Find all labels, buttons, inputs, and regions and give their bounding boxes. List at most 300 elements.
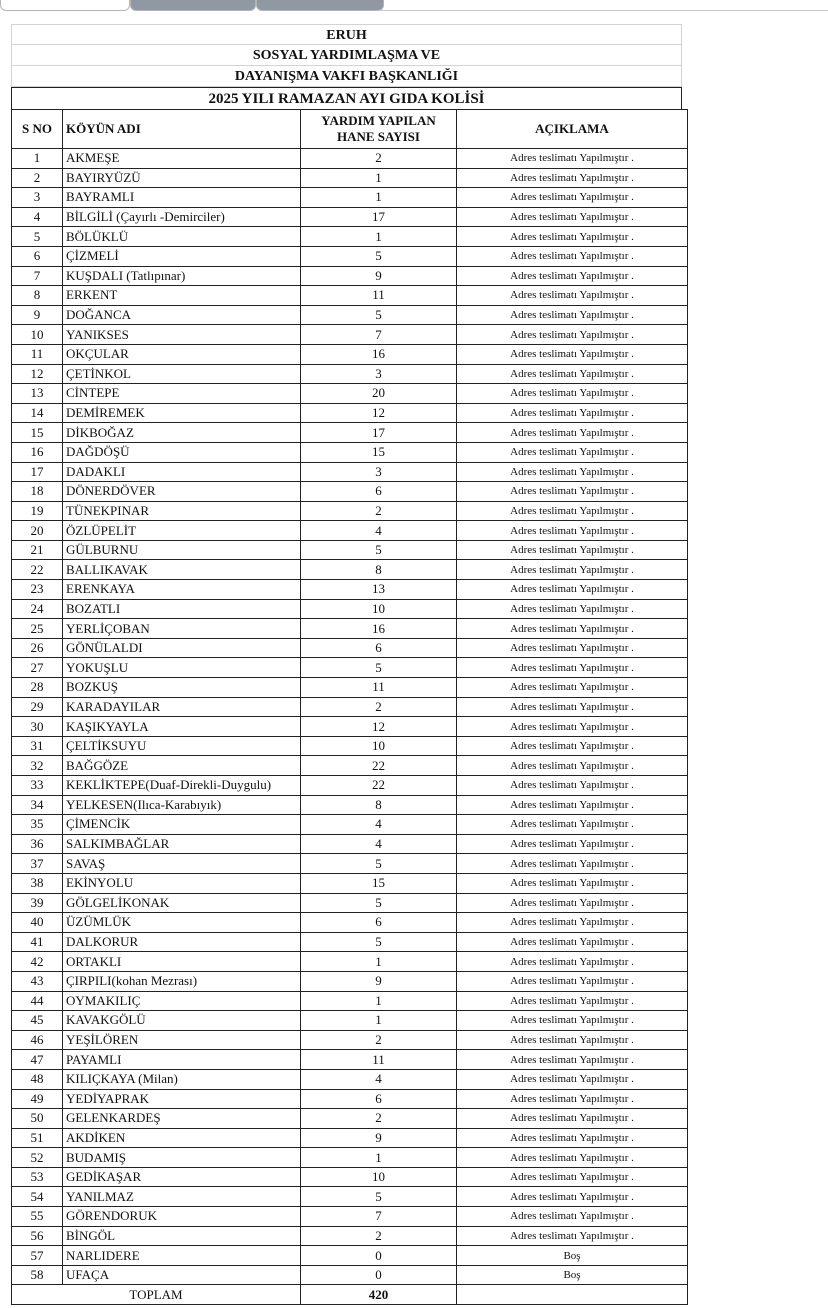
description: Adres teslimatı Yapılmıştır . xyxy=(457,815,688,835)
table-row xyxy=(12,1109,688,1129)
household-count: 5 xyxy=(301,540,457,560)
household-count: 5 xyxy=(301,246,457,266)
description: Adres teslimatı Yapılmıştır . xyxy=(457,834,688,854)
household-count: 11 xyxy=(301,678,457,698)
row-number: 5 xyxy=(12,227,63,247)
village-name: YANILMAZ xyxy=(63,1187,301,1207)
table-row xyxy=(12,1030,688,1050)
village-name: BİNGÖL xyxy=(63,1226,301,1246)
table-row xyxy=(12,1089,688,1109)
row-number: 11 xyxy=(12,344,63,364)
household-count: 5 xyxy=(301,932,457,952)
row-number: 14 xyxy=(12,403,63,423)
table-row xyxy=(12,854,688,874)
description: Adres teslimatı Yapılmıştır . xyxy=(457,305,688,325)
village-name: BUDAMIŞ xyxy=(63,1148,301,1168)
top-tab-strip xyxy=(0,0,828,14)
household-count: 5 xyxy=(301,305,457,325)
village-name: YELKESEN(Ilıca-Karabıyık) xyxy=(63,795,301,815)
table-row xyxy=(12,658,688,678)
village-name: BALLIKAVAK xyxy=(63,560,301,580)
table-row xyxy=(12,344,688,364)
description: Adres teslimatı Yapılmıştır . xyxy=(457,658,688,678)
table-row xyxy=(12,952,688,972)
description: Adres teslimatı Yapılmıştır . xyxy=(457,325,688,345)
column-header-household-count xyxy=(301,110,457,149)
village-name: GEDİKAŞAR xyxy=(63,1167,301,1187)
table-row xyxy=(12,501,688,521)
table-row xyxy=(12,1050,688,1070)
description: Boş xyxy=(457,1265,688,1285)
description: Adres teslimatı Yapılmıştır . xyxy=(457,482,688,502)
table-row xyxy=(12,991,688,1011)
row-number: 4 xyxy=(12,207,63,227)
description: Adres teslimatı Yapılmıştır . xyxy=(457,1030,688,1050)
table-row xyxy=(12,482,688,502)
table-row xyxy=(12,717,688,737)
description: Adres teslimatı Yapılmıştır . xyxy=(457,952,688,972)
household-count: 17 xyxy=(301,423,457,443)
table-row xyxy=(12,736,688,756)
document-title: 2025 YILI RAMAZAN AYI GIDA KOLİSİ xyxy=(11,87,682,109)
row-number: 17 xyxy=(12,462,63,482)
row-number: 29 xyxy=(12,697,63,717)
village-name: GELENKARDEŞ xyxy=(63,1109,301,1129)
table-row xyxy=(12,1226,688,1246)
household-count: 9 xyxy=(301,971,457,991)
table-row xyxy=(12,1128,688,1148)
row-number: 22 xyxy=(12,560,63,580)
household-count: 1 xyxy=(301,1011,457,1031)
household-count: 3 xyxy=(301,462,457,482)
village-name: KARADAYILAR xyxy=(63,697,301,717)
description: Adres teslimatı Yapılmıştır . xyxy=(457,756,688,776)
table-row xyxy=(12,246,688,266)
village-name: YERLİÇOBAN xyxy=(63,619,301,639)
household-count: 5 xyxy=(301,893,457,913)
table-row xyxy=(12,423,688,443)
table-row xyxy=(12,776,688,796)
household-count: 6 xyxy=(301,638,457,658)
village-name: KAVAKGÖLÜ xyxy=(63,1011,301,1031)
village-name: ERENKAYA xyxy=(63,580,301,600)
tab-2[interactable] xyxy=(130,0,256,11)
row-number: 44 xyxy=(12,991,63,1011)
column-header-no: S NO xyxy=(12,110,63,149)
description: Adres teslimatı Yapılmıştır . xyxy=(457,286,688,306)
row-number: 43 xyxy=(12,971,63,991)
village-name: EKİNYOLU xyxy=(63,873,301,893)
table-row xyxy=(12,188,688,208)
village-name: ÇELTİKSUYU xyxy=(63,736,301,756)
row-number: 40 xyxy=(12,913,63,933)
household-count: 11 xyxy=(301,1050,457,1070)
description: Adres teslimatı Yapılmıştır . xyxy=(457,149,688,169)
table-row xyxy=(12,442,688,462)
village-name: OYMAKILIÇ xyxy=(63,991,301,1011)
table-row xyxy=(12,1069,688,1089)
description: Adres teslimatı Yapılmıştır . xyxy=(457,776,688,796)
household-count: 1 xyxy=(301,188,457,208)
description: Adres teslimatı Yapılmıştır . xyxy=(457,599,688,619)
household-count: 5 xyxy=(301,1187,457,1207)
village-name: DOĞANCA xyxy=(63,305,301,325)
table-row xyxy=(12,325,688,345)
table-row xyxy=(12,580,688,600)
row-number: 10 xyxy=(12,325,63,345)
row-number: 56 xyxy=(12,1226,63,1246)
description: Adres teslimatı Yapılmıştır . xyxy=(457,991,688,1011)
village-name: CİNTEPE xyxy=(63,384,301,404)
household-count: 8 xyxy=(301,795,457,815)
village-name: YOKUŞLU xyxy=(63,658,301,678)
table-row xyxy=(12,560,688,580)
row-number: 19 xyxy=(12,501,63,521)
village-name: SAVAŞ xyxy=(63,854,301,874)
row-number: 54 xyxy=(12,1187,63,1207)
household-count: 1 xyxy=(301,168,457,188)
row-number: 55 xyxy=(12,1207,63,1227)
description: Adres teslimatı Yapılmıştır . xyxy=(457,854,688,874)
row-number: 31 xyxy=(12,736,63,756)
household-count: 20 xyxy=(301,384,457,404)
village-name: DİKBOĞAZ xyxy=(63,423,301,443)
row-number: 3 xyxy=(12,188,63,208)
row-number: 8 xyxy=(12,286,63,306)
household-count: 16 xyxy=(301,619,457,639)
household-count: 2 xyxy=(301,697,457,717)
village-name: GÖLGELİKONAK xyxy=(63,893,301,913)
household-count: 22 xyxy=(301,776,457,796)
description: Adres teslimatı Yapılmıştır . xyxy=(457,1011,688,1031)
row-number: 42 xyxy=(12,952,63,972)
row-number: 6 xyxy=(12,246,63,266)
header-title-line-3: DAYANIŞMA VAKFI BAŞKANLIĞI xyxy=(11,66,682,87)
description: Boş xyxy=(457,1246,688,1266)
row-number: 47 xyxy=(12,1050,63,1070)
table-row xyxy=(12,1011,688,1031)
table-row xyxy=(12,266,688,286)
row-number: 49 xyxy=(12,1089,63,1109)
row-number: 20 xyxy=(12,521,63,541)
description: Adres teslimatı Yapılmıştır . xyxy=(457,1069,688,1089)
table-row xyxy=(12,286,688,306)
village-name: DEMİREMEK xyxy=(63,403,301,423)
table-row xyxy=(12,403,688,423)
row-number: 28 xyxy=(12,678,63,698)
description: Adres teslimatı Yapılmıştır . xyxy=(457,913,688,933)
tab-1[interactable] xyxy=(0,0,130,11)
row-number: 23 xyxy=(12,580,63,600)
description: Adres teslimatı Yapılmıştır . xyxy=(457,638,688,658)
column-header-village: KÖYÜN ADI xyxy=(63,110,301,149)
row-number: 21 xyxy=(12,540,63,560)
row-number: 1 xyxy=(12,149,63,169)
household-count: 11 xyxy=(301,286,457,306)
description: Adres teslimatı Yapılmıştır . xyxy=(457,540,688,560)
village-name: YANIKSES xyxy=(63,325,301,345)
description: Adres teslimatı Yapılmıştır . xyxy=(457,560,688,580)
row-number: 35 xyxy=(12,815,63,835)
household-count: 6 xyxy=(301,482,457,502)
description: Adres teslimatı Yapılmıştır . xyxy=(457,971,688,991)
row-number: 36 xyxy=(12,834,63,854)
total-value: 420 xyxy=(301,1285,457,1305)
village-name: GÖRENDORUK xyxy=(63,1207,301,1227)
household-count: 6 xyxy=(301,913,457,933)
table-row xyxy=(12,638,688,658)
row-number: 25 xyxy=(12,619,63,639)
row-number: 51 xyxy=(12,1128,63,1148)
household-count: 1 xyxy=(301,952,457,972)
table-row xyxy=(12,227,688,247)
village-name: GÜLBURNU xyxy=(63,540,301,560)
description: Adres teslimatı Yapılmıştır . xyxy=(457,188,688,208)
household-count: 0 xyxy=(301,1246,457,1266)
household-count: 1 xyxy=(301,991,457,1011)
household-count: 9 xyxy=(301,266,457,286)
household-count: 7 xyxy=(301,1207,457,1227)
village-name: KUŞDALI (Tatlıpınar) xyxy=(63,266,301,286)
village-name: DAĞDÖŞÜ xyxy=(63,442,301,462)
table-row xyxy=(12,599,688,619)
village-name: ÇİMENCİK xyxy=(63,815,301,835)
table-row xyxy=(12,462,688,482)
village-name: BÖLÜKLÜ xyxy=(63,227,301,247)
row-number: 2 xyxy=(12,168,63,188)
description: Adres teslimatı Yapılmıştır . xyxy=(457,932,688,952)
description: Adres teslimatı Yapılmıştır . xyxy=(457,364,688,384)
row-number: 52 xyxy=(12,1148,63,1168)
table-row xyxy=(12,795,688,815)
description: Adres teslimatı Yapılmıştır . xyxy=(457,1050,688,1070)
distribution-table xyxy=(11,109,688,1305)
row-number: 39 xyxy=(12,893,63,913)
description: Adres teslimatı Yapılmıştır . xyxy=(457,1089,688,1109)
table-row xyxy=(12,971,688,991)
village-name: BOZKUŞ xyxy=(63,678,301,698)
household-count: 8 xyxy=(301,560,457,580)
household-count: 22 xyxy=(301,756,457,776)
household-count: 12 xyxy=(301,403,457,423)
row-number: 57 xyxy=(12,1246,63,1266)
table-row xyxy=(12,1148,688,1168)
village-name: BAYRAMLI xyxy=(63,188,301,208)
table-row xyxy=(12,756,688,776)
village-name: AKMEŞE xyxy=(63,149,301,169)
household-count: 10 xyxy=(301,1167,457,1187)
village-name: YEDİYAPRAK xyxy=(63,1089,301,1109)
village-name: YEŞİLÖREN xyxy=(63,1030,301,1050)
tab-strip-divider xyxy=(380,10,828,11)
household-count: 17 xyxy=(301,207,457,227)
village-name: ÜZÜMLÜK xyxy=(63,913,301,933)
row-number: 15 xyxy=(12,423,63,443)
row-number: 32 xyxy=(12,756,63,776)
row-number: 13 xyxy=(12,384,63,404)
table-row xyxy=(12,834,688,854)
description: Adres teslimatı Yapılmıştır . xyxy=(457,736,688,756)
household-count: 12 xyxy=(301,717,457,737)
household-count: 2 xyxy=(301,501,457,521)
row-number: 45 xyxy=(12,1011,63,1031)
village-name: UFAÇA xyxy=(63,1265,301,1285)
total-row xyxy=(12,1285,688,1305)
village-name: ÖZLÜPELİT xyxy=(63,521,301,541)
village-name: TÜNEKPINAR xyxy=(63,501,301,521)
description: Adres teslimatı Yapılmıştır . xyxy=(457,207,688,227)
tab-3[interactable] xyxy=(256,0,384,11)
table-row xyxy=(12,932,688,952)
row-number: 37 xyxy=(12,854,63,874)
description: Adres teslimatı Yapılmıştır . xyxy=(457,266,688,286)
household-count: 2 xyxy=(301,149,457,169)
description: Adres teslimatı Yapılmıştır . xyxy=(457,873,688,893)
description: Adres teslimatı Yapılmıştır . xyxy=(457,1128,688,1148)
household-count: 4 xyxy=(301,834,457,854)
row-number: 12 xyxy=(12,364,63,384)
household-count: 10 xyxy=(301,599,457,619)
description: Adres teslimatı Yapılmıştır . xyxy=(457,521,688,541)
table-row xyxy=(12,1187,688,1207)
description: Adres teslimatı Yapılmıştır . xyxy=(457,442,688,462)
table-row xyxy=(12,384,688,404)
table-header-row xyxy=(12,110,688,149)
description: Adres teslimatı Yapılmıştır . xyxy=(457,619,688,639)
table-row xyxy=(12,678,688,698)
village-name: OKÇULAR xyxy=(63,344,301,364)
row-number: 9 xyxy=(12,305,63,325)
household-count: 1 xyxy=(301,1148,457,1168)
table-row xyxy=(12,540,688,560)
description: Adres teslimatı Yapılmıştır . xyxy=(457,246,688,266)
village-name: ÇIRPILI(kohan Mezrası) xyxy=(63,971,301,991)
header-title-line-2: SOSYAL YARDIMLAŞMA VE xyxy=(11,45,682,66)
table-row xyxy=(12,873,688,893)
row-number: 34 xyxy=(12,795,63,815)
row-number: 24 xyxy=(12,599,63,619)
table-row xyxy=(12,364,688,384)
description: Adres teslimatı Yapılmıştır . xyxy=(457,1167,688,1187)
row-number: 16 xyxy=(12,442,63,462)
description: Adres teslimatı Yapılmıştır . xyxy=(457,423,688,443)
description: Adres teslimatı Yapılmıştır . xyxy=(457,717,688,737)
description: Adres teslimatı Yapılmıştır . xyxy=(457,1148,688,1168)
village-name: AKDİKEN xyxy=(63,1128,301,1148)
village-name: DADAKLI xyxy=(63,462,301,482)
village-name: DÖNERDÖVER xyxy=(63,482,301,502)
row-number: 46 xyxy=(12,1030,63,1050)
description: Adres teslimatı Yapılmıştır . xyxy=(457,1109,688,1129)
household-count: 15 xyxy=(301,873,457,893)
village-name: BİLGİLİ (Çayırlı -Demirciler) xyxy=(63,207,301,227)
description: Adres teslimatı Yapılmıştır . xyxy=(457,893,688,913)
row-number: 27 xyxy=(12,658,63,678)
column-header-description: AÇIKLAMA xyxy=(457,110,688,149)
village-name: ÇETİNKOL xyxy=(63,364,301,384)
description: Adres teslimatı Yapılmıştır . xyxy=(457,384,688,404)
table-row xyxy=(12,305,688,325)
household-count: 2 xyxy=(301,1109,457,1129)
household-count: 6 xyxy=(301,1089,457,1109)
table-row xyxy=(12,168,688,188)
household-count: 2 xyxy=(301,1226,457,1246)
household-count: 10 xyxy=(301,736,457,756)
village-name: BAĞGÖZE xyxy=(63,756,301,776)
household-count: 16 xyxy=(301,344,457,364)
village-name: ORTAKLI xyxy=(63,952,301,972)
description: Adres teslimatı Yapılmıştır . xyxy=(457,462,688,482)
description: Adres teslimatı Yapılmıştır . xyxy=(457,168,688,188)
village-name: NARLIDERE xyxy=(63,1246,301,1266)
description: Adres teslimatı Yapılmıştır . xyxy=(457,580,688,600)
column-header-count-line-1: YARDIM YAPILAN xyxy=(321,113,436,128)
village-name: DALKORUR xyxy=(63,932,301,952)
row-number: 48 xyxy=(12,1069,63,1089)
row-number: 30 xyxy=(12,717,63,737)
household-count: 15 xyxy=(301,442,457,462)
row-number: 7 xyxy=(12,266,63,286)
table-row xyxy=(12,697,688,717)
description: Adres teslimatı Yapılmıştır . xyxy=(457,344,688,364)
village-name: BOZATLI xyxy=(63,599,301,619)
table-body xyxy=(12,149,688,1285)
household-count: 1 xyxy=(301,227,457,247)
table-row xyxy=(12,893,688,913)
row-number: 50 xyxy=(12,1109,63,1129)
description: Adres teslimatı Yapılmıştır . xyxy=(457,1207,688,1227)
table-row xyxy=(12,815,688,835)
village-name: ÇİZMELİ xyxy=(63,246,301,266)
table-row xyxy=(12,913,688,933)
description: Adres teslimatı Yapılmıştır . xyxy=(457,1226,688,1246)
row-number: 26 xyxy=(12,638,63,658)
description: Adres teslimatı Yapılmıştır . xyxy=(457,795,688,815)
description: Adres teslimatı Yapılmıştır . xyxy=(457,697,688,717)
description: Adres teslimatı Yapılmıştır . xyxy=(457,501,688,521)
household-count: 3 xyxy=(301,364,457,384)
village-name: ERKENT xyxy=(63,286,301,306)
household-count: 4 xyxy=(301,1069,457,1089)
village-name: PAYAMLI xyxy=(63,1050,301,1070)
household-count: 5 xyxy=(301,658,457,678)
row-number: 38 xyxy=(12,873,63,893)
row-number: 58 xyxy=(12,1265,63,1285)
table-row xyxy=(12,149,688,169)
description: Adres teslimatı Yapılmıştır . xyxy=(457,227,688,247)
village-name: KILIÇKAYA (Milan) xyxy=(63,1069,301,1089)
table-row xyxy=(12,1246,688,1266)
description: Adres teslimatı Yapılmıştır . xyxy=(457,403,688,423)
household-count: 4 xyxy=(301,521,457,541)
household-count: 5 xyxy=(301,854,457,874)
village-name: SALKIMBAĞLAR xyxy=(63,834,301,854)
row-number: 18 xyxy=(12,482,63,502)
table-row xyxy=(12,1167,688,1187)
village-name: KEKLİKTEPE(Duaf-Direkli-Duygulu) xyxy=(63,776,301,796)
table-row xyxy=(12,521,688,541)
column-header-count-line-2: HANE SAYISI xyxy=(337,129,420,144)
table-row xyxy=(12,207,688,227)
row-number: 41 xyxy=(12,932,63,952)
village-name: GÖNÜLALDI xyxy=(63,638,301,658)
total-empty-cell xyxy=(457,1285,688,1305)
table-row xyxy=(12,619,688,639)
household-count: 13 xyxy=(301,580,457,600)
household-count: 4 xyxy=(301,815,457,835)
table-row xyxy=(12,1207,688,1227)
description: Adres teslimatı Yapılmıştır . xyxy=(457,1187,688,1207)
